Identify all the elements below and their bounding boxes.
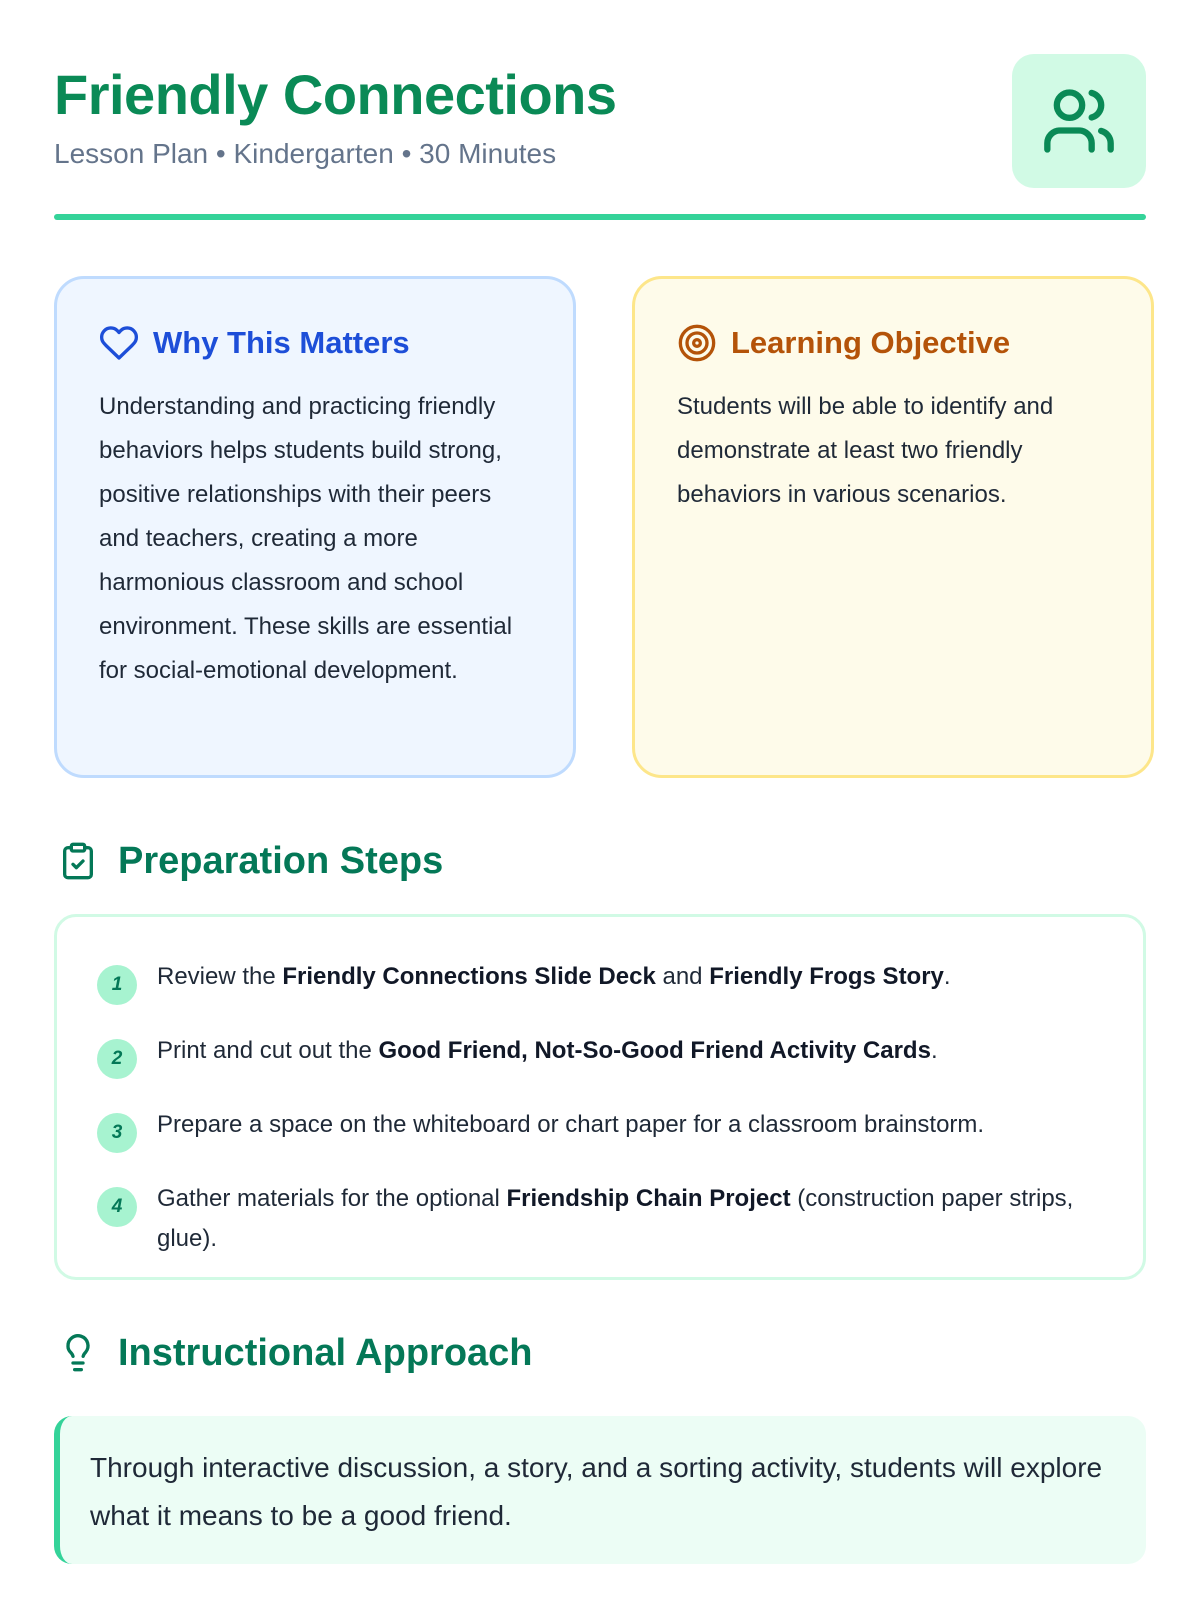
heart-icon [99,323,139,363]
why-title: Why This Matters [153,325,410,360]
header-badge [1012,54,1146,188]
preparation-title: Preparation Steps [118,839,444,882]
page-header [54,54,1146,222]
step-number: 4 [97,1187,137,1227]
clipboard-check-icon [58,838,98,884]
why-body: Understanding and practicing friendly behaviors helps students build strong, positive relationships with their peers and teachers, creating a more harmonious classroom and school environment. These skills are essential for social-emotional development. [99,393,513,684]
list-item [97,1179,1103,1259]
approach-callout [54,1416,1146,1564]
step-text: Print and cut out the Good Friend, Not-So-Good Friend Activity Cards. [157,1037,938,1064]
step-number: 3 [97,1113,137,1153]
list-item [97,1031,1103,1079]
step-text: Review the Friendly Connections Slide Deck and Friendly Frogs Story. [157,963,951,990]
preparation-steps-list [54,914,1146,1280]
users-icon [1041,83,1117,159]
step-number: 1 [97,965,137,1005]
approach-body: Through interactive discussion, a story, and a sorting activity, students will explore what it means to be a good friend. [90,1452,1103,1531]
approach-heading [58,1330,533,1376]
step-number: 2 [97,1039,137,1079]
list-item [97,1105,1103,1153]
objective-title: Learning Objective [731,325,1011,360]
list-item [97,957,1103,1005]
learning-objective-card [632,276,1154,778]
lightbulb-icon [58,1330,98,1376]
header-divider [54,214,1146,220]
target-icon [677,323,717,363]
why-this-matters-card [54,276,576,778]
step-text: Gather materials for the optional Friendship Chain Project (construction paper strips, glue). [157,1185,1074,1252]
page-title: Friendly Connections [54,63,617,126]
objective-body: Students will be able to identify and demonstrate at least two friendly behaviors in various scenarios. [677,393,1054,508]
page-subtitle: Lesson Plan • Kindergarten • 30 Minutes [54,138,557,169]
step-text: Prepare a space on the whiteboard or chart paper for a classroom brainstorm. [157,1111,985,1138]
approach-title: Instructional Approach [118,1331,533,1374]
preparation-heading [58,838,443,884]
